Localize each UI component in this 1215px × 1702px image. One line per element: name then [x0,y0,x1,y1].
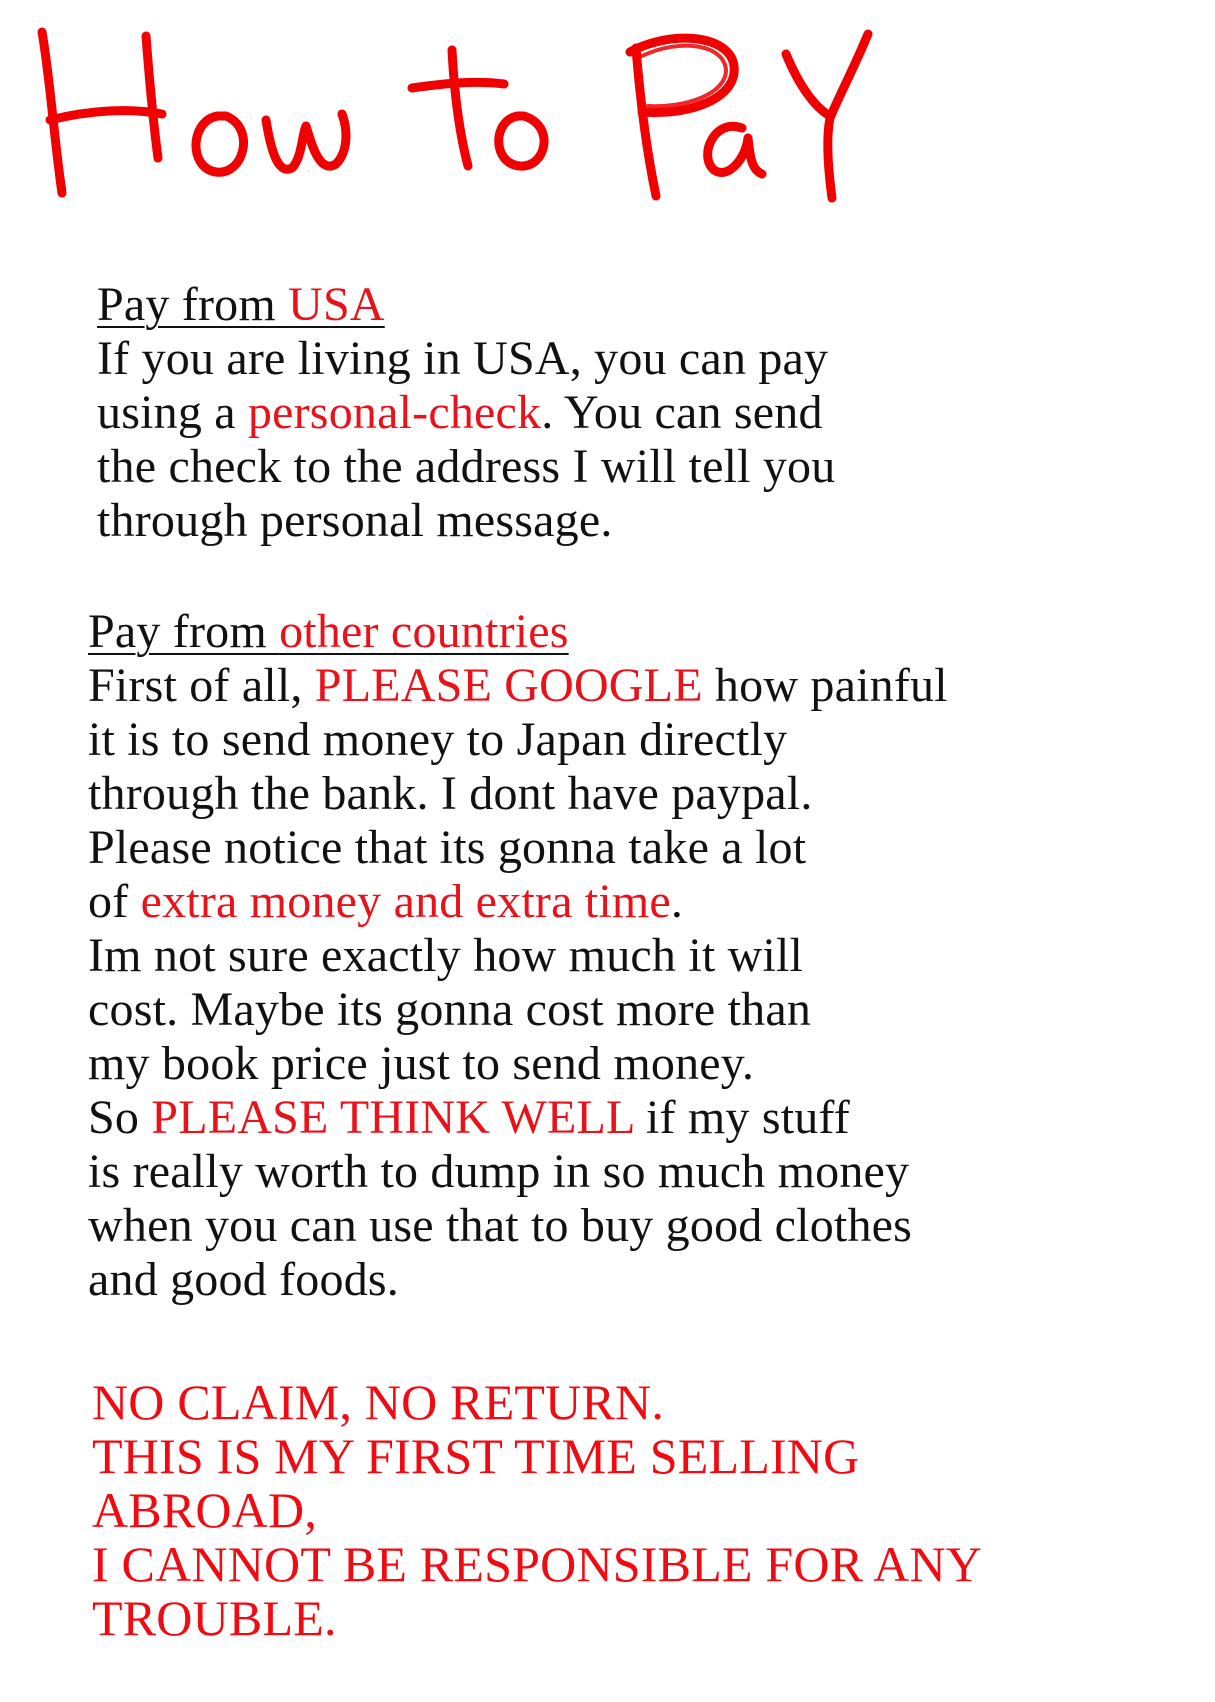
other-line-3: through the bank. I dont have paypal. [88,767,813,820]
other-line-4: Please notice that its gonna take a lot [88,821,807,874]
other-heading-prefix: Pay from [88,605,280,658]
other-heading-highlight: other countries [279,605,569,658]
other-line-1-start: First of all, [88,659,315,712]
usa-line-4: through personal message. [97,494,613,547]
usa-line-2-end: . You can send [541,386,823,439]
please-google-highlight: PLEASE GOOGLE [314,659,703,712]
personal-check-highlight: personal-check [247,386,542,439]
usa-line-3: the check to the address I will tell you [97,440,836,493]
usa-heading-highlight: USA [288,278,385,331]
other-line-10: is really worth to dump in so much money [88,1145,910,1198]
other-line-12: and good foods. [88,1253,399,1306]
other-line-6: Im not sure exactly how much it will [88,929,804,982]
other-heading [88,605,948,659]
notice-line-3: ABROAD, [92,1482,318,1538]
other-line-7: cost. Maybe its gonna cost more than [88,983,812,1036]
usa-heading [97,278,835,332]
usa-heading-prefix: Pay from [97,278,289,331]
other-line-11: when you can use that to buy good clothes [88,1199,913,1252]
usa-line-2 [97,386,835,440]
extra-money-highlight: extra money and extra time [140,875,671,928]
other-line-9-end: if my stuff [633,1091,850,1144]
other-countries-section [88,605,948,1307]
please-think-well-highlight: PLEASE THINK WELL [151,1091,634,1144]
other-line-8: my book price just to send money. [88,1037,755,1090]
other-line-1-end: how painful [702,659,948,712]
notice-line-1: NO CLAIM, NO RETURN. [92,1374,665,1430]
handwritten-title [30,8,910,208]
other-line-5-end: . [670,875,684,928]
usa-payment-section [97,278,835,548]
notice-line-4: I CANNOT BE RESPONSIBLE FOR ANY [92,1536,983,1592]
notice-line-5: TROUBLE. [92,1590,337,1646]
no-return-notice [92,1375,982,1645]
other-line-9-start: So [88,1091,152,1144]
other-line-1 [88,659,948,713]
notice-line-2: THIS IS MY FIRST TIME SELLING [92,1428,860,1484]
other-line-5-start: of [88,875,141,928]
usa-line-2-start: using a [97,386,248,439]
other-line-5 [88,875,948,929]
page-title [30,8,910,208]
other-line-9 [88,1091,948,1145]
other-line-2: it is to send money to Japan directly [88,713,788,766]
usa-line-1: If you are living in USA, you can pay [97,332,829,385]
